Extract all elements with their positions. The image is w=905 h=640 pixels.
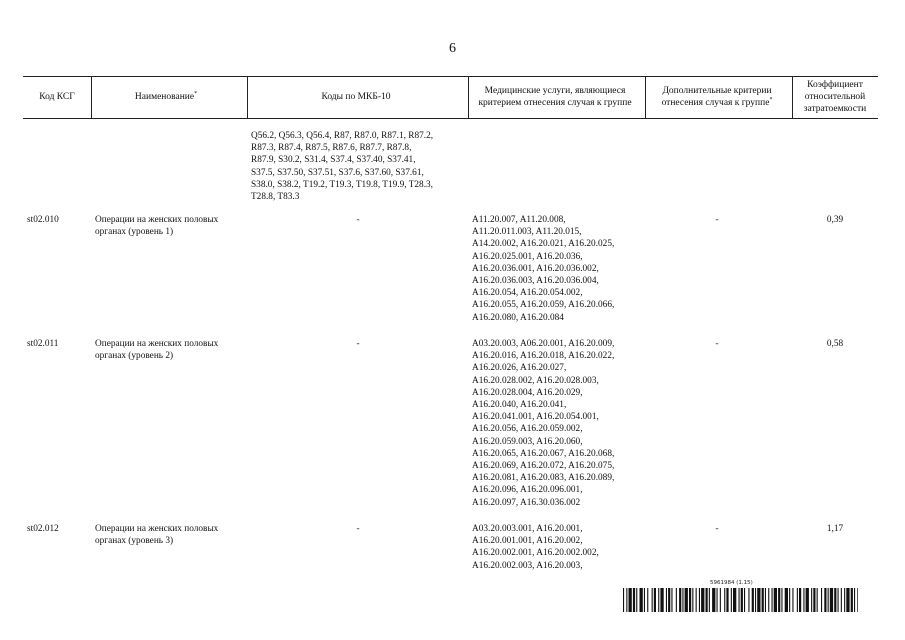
table-header-bottom-rule [23,118,878,119]
barcode-label: 5961984 (1.15) [710,580,753,586]
header-ksg-code: Код КСГ [39,92,75,102]
row-medical-services: A11.20.007, A11.20.008, A11.20.011.003, A11.20.015, A14.20.002, A16.20.021, A16.20.025, A16.20.025.001, A16.20.036, A16.20.036.001, A16.20.036.002, A16.20.036.003, A16.20.036.004, A16.20.054, A16.20.054.002, A16.20.055, A16.20.059, A16.20.066, A16.20.080, A16.20.084 [472,215,615,323]
row-name: Операции на женских половых органах (уровень 3) [95,524,219,547]
row-mkb-codes: - [356,524,360,534]
row-mkb-codes: - [356,339,360,349]
row-mkb-codes: - [356,215,360,225]
continuation-mkb-codes: Q56.2, Q56.3, Q56.4, R87, R87.0, R87.1, R87.2, R87.3, R87.4, R87.5, R87.6, R87.7, R87.8, R87.9, S30.2, S31.4, S37.4, S37.40, S37.41, S37.5, S37.50, S37.51, S37.6, S37.60, S37.61, S38.0, S38.2, T19.2, T19.3, T19.8, T19.9, T28.3, T28.8, T83.3 [251,131,434,203]
row-medical-services: A03.20.003, A06.20.001, A16.20.009, A16.20.016, A16.20.018, A16.20.022, A16.20.026, A16.20.027, A16.20.028.002, A16.20.028.003, A16.20.028.004, A16.20.029, A16.20.040, A16.20.041, A16.20.041.001, A16.20.054.001, A16.20.056, A16.20.059.002, A16.20.059.003, A16.20.060, A16.20.065, A16.20.067, A16.20.068, A16.20.069, A16.20.072, A16.20.075, A16.20.081, A16.20.083, A16.20.089, A16.20.096, A16.20.096.001, A16.20.097, A16.30.036.002 [472,339,615,508]
page-number: 6 [449,41,456,56]
header-medical-services: Медицинские услуги, являющиеся критерием отнесения случая к группе [478,86,632,108]
row-medical-services: A03.20.003.001, A16.20.001, A16.20.001.001, A16.20.002, A16.20.002.001, A16.20.002.002, A16.20.002.003, A16.20.003, [472,524,599,571]
row-coefficient: 0,58 [826,339,844,349]
row-additional-criteria: - [715,339,719,349]
row-ksg-code: st02.011 [27,339,59,349]
barcode-image [623,588,858,612]
row-additional-criteria: - [715,524,719,534]
header-coefficient: Коэффициент относительной затратоемкости [803,80,867,114]
row-additional-criteria: - [715,215,719,225]
header-additional-criteria: Дополнительные критерии отнесения случая к группе* [661,86,773,108]
header-name: Наименование* [134,90,198,102]
row-ksg-code: st02.010 [27,215,59,225]
row-coefficient: 1,17 [826,524,844,534]
row-ksg-code: st02.012 [27,524,59,534]
row-coefficient: 0,39 [826,215,844,225]
row-name: Операции на женских половых органах (уровень 1) [95,215,219,238]
row-name: Операции на женских половых органах (уровень 2) [95,339,219,362]
header-mkb-codes: Коды по МКБ-10 [321,92,391,102]
